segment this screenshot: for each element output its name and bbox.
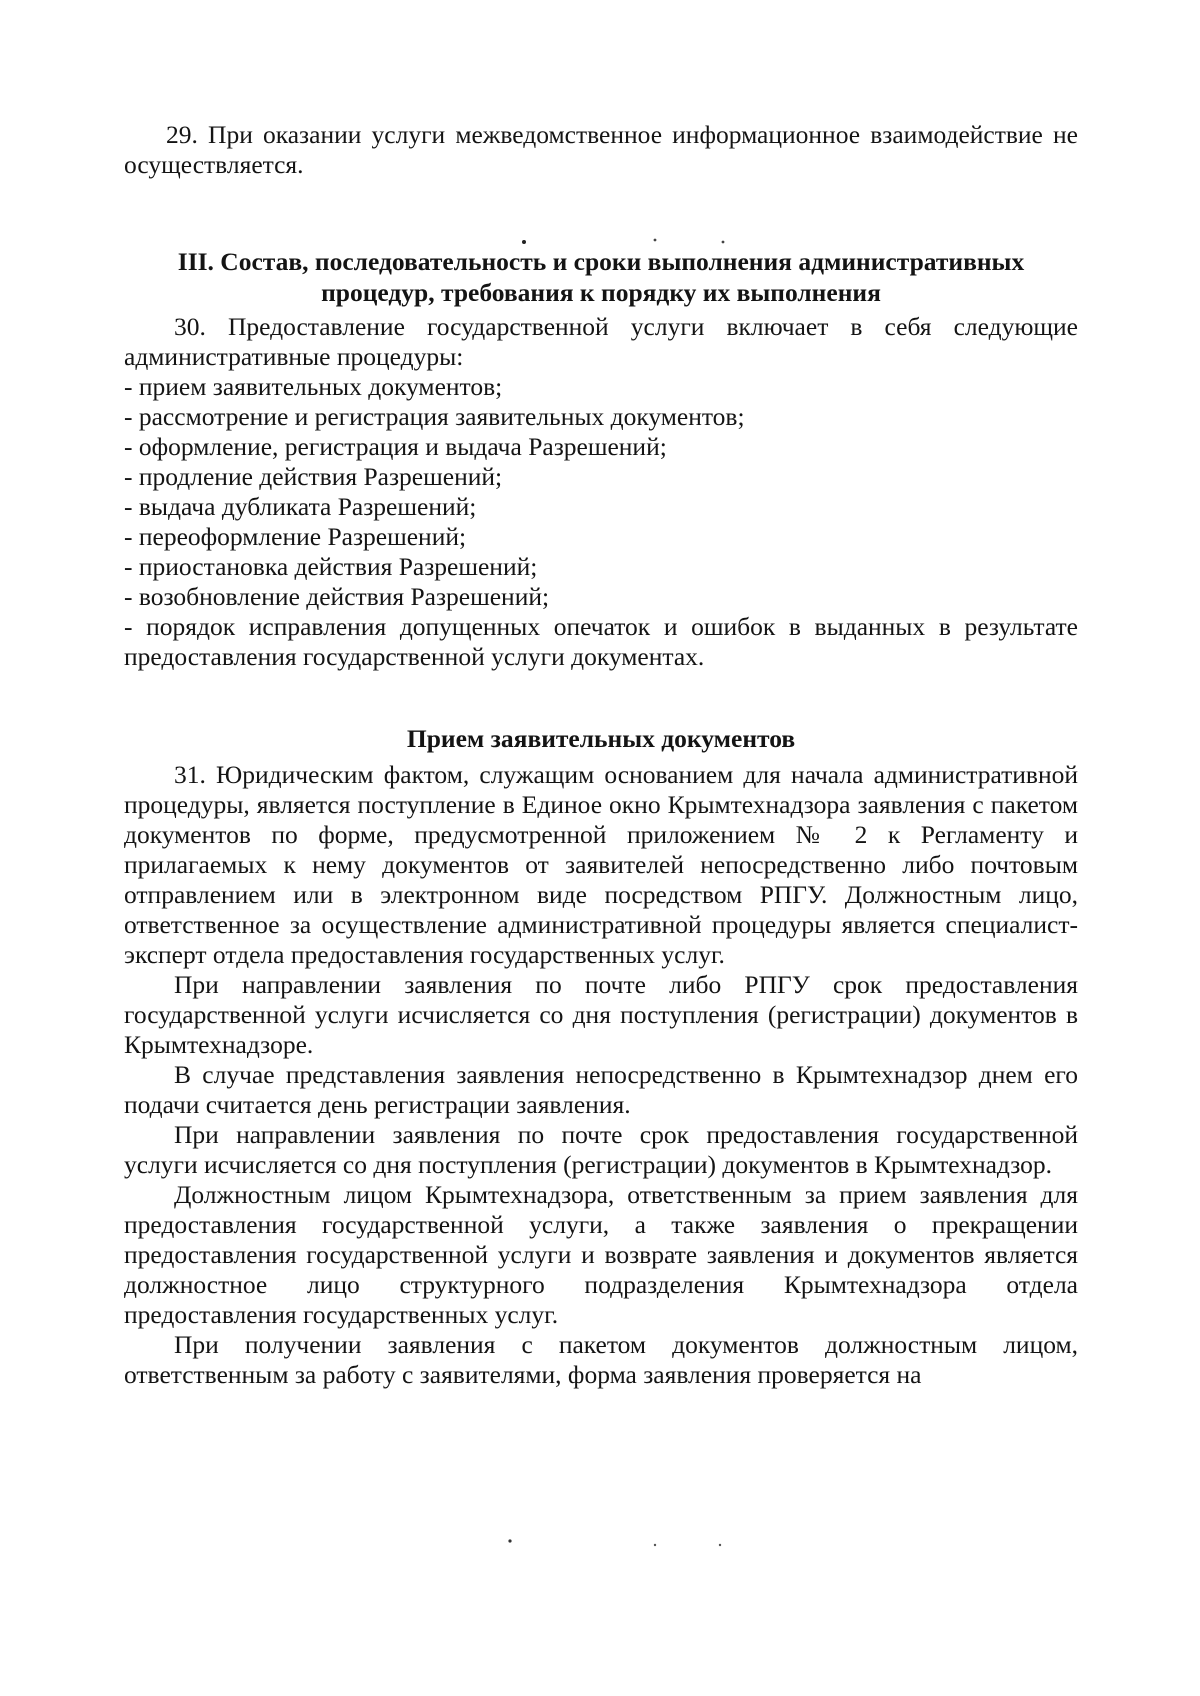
section-title: III. Состав, последовательность и сроки выполнения административных процедур, требования к порядку их выполнения (177, 247, 1025, 307)
procedures-list (124, 372, 1078, 672)
paragraph-30-intro: 30. Предоставление государственной услуги включает в себя следующие административные процедуры: (124, 312, 1078, 371)
procedure-item: - оформление, регистрация и выдача Разрешений; (124, 432, 667, 461)
paragraph-29: 29. При оказании услуги межведомственное информационное взаимодействие не осуществляется. (124, 120, 1078, 179)
paragraph-31-check: При получении заявления с пакетом документов должностным лицом, ответственным за работу с заявителями, форма заявления проверяется на (124, 1330, 1078, 1389)
procedure-item: - порядок исправления допущенных опечаток и ошибок в выданных в результате предоставления государственной услуги документах. (124, 612, 1078, 671)
procedure-item: - рассмотрение и регистрация заявительных документов; (124, 402, 745, 431)
document-page (124, 120, 1078, 1390)
paragraph-31-mail-rpgu: При направлении заявления по почте либо РПГУ срок предоставления государственной услуги исчисляется со дня поступления (регистрации) документов в Крымтехнадзоре. (124, 970, 1078, 1059)
procedure-item: - продление действия Разрешений; (124, 462, 503, 491)
subsection-title: Прием заявительных документов (406, 724, 796, 753)
scan-speck (654, 1544, 656, 1546)
scan-speck (508, 1539, 511, 1542)
procedure-item: - переоформление Разрешений; (124, 522, 467, 551)
paragraph-31-direct: В случае представления заявления непосредственно в Крымтехнадзор днем его подачи считается день регистрации заявления. (124, 1060, 1078, 1119)
procedure-item: - выдача дубликата Разрешений; (124, 492, 477, 521)
paragraph-31-official: Должностным лицом Крымтехнадзора, ответственным за прием заявления для предоставления государственной услуги, а также заявления о прекращении предоставления государственной услуги и возврате заявления и документов является должностное лицо структурного подразделения Крымтехнадзора отдела предоставления государственных услуг. (124, 1180, 1078, 1329)
paragraph-31-mail: При направлении заявления по почте срок предоставления государственной услуги исчисляется со дня поступления (регистрации) документов в Крымтехнадзор. (124, 1120, 1078, 1179)
procedure-item: - прием заявительных документов; (124, 372, 503, 401)
procedure-item: - возобновление действия Разрешений; (124, 582, 550, 611)
procedure-item: - приостановка действия Разрешений; (124, 552, 538, 581)
paragraph-31: 31. Юридическим фактом, служащим основанием для начала административной процедуры, является поступление в Единое окно Крымтехнадзора заявления с пакетом документов по форме, предусмотренной приложением № 2 к Регламенту и прилагаемых к нему документов от заявителей непосредственно либо почтовым отправлением или в электронном виде посредством РПГУ. Должностным лицо, ответственное за осуществление административной процедуры является специалист- эксперт отдела предоставления государственных услуг. (124, 760, 1078, 969)
scan-speck (719, 1544, 721, 1546)
